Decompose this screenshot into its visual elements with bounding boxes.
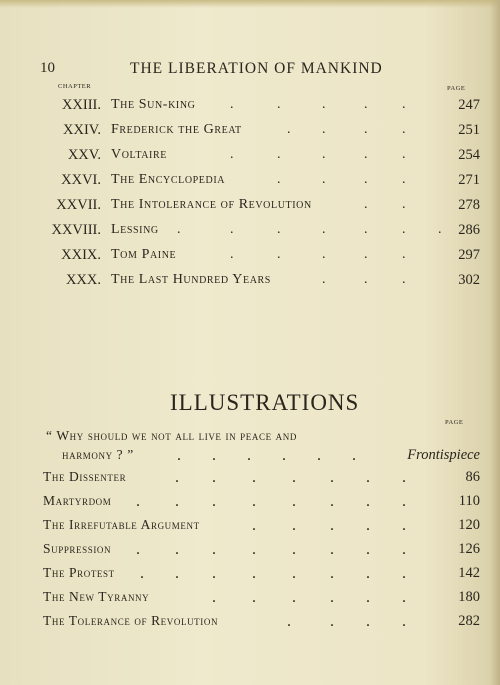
chapter-number: XXVIII. xyxy=(51,222,101,238)
leader-dot: . xyxy=(366,613,370,630)
illustration-page: 110 xyxy=(458,493,480,509)
illustration-page: 142 xyxy=(458,565,480,581)
leader-dot: . xyxy=(230,97,234,112)
leader-dot: . xyxy=(366,565,370,582)
leader-dot: . xyxy=(212,589,216,606)
leader-dot: . xyxy=(212,565,216,582)
contents-row xyxy=(0,122,500,144)
leader-dot: . xyxy=(277,247,281,262)
illustration-row xyxy=(0,613,500,635)
leader-dot: . xyxy=(402,469,406,486)
illustration-row xyxy=(0,469,500,491)
leader-dot: . xyxy=(322,272,326,287)
leader-dot: . xyxy=(402,272,406,287)
contents-row xyxy=(0,222,500,244)
illustration-title: The Irrefutable Argument xyxy=(43,517,200,532)
illustration-title: The Dissenter xyxy=(43,469,127,484)
illustrations-page-label: PAGE xyxy=(445,419,464,426)
leader-dot: . xyxy=(317,447,321,464)
chapter-number: XXIV. xyxy=(63,122,101,138)
leader-dot: . xyxy=(322,247,326,262)
leader-dot: . xyxy=(402,97,406,112)
leader-dot: . xyxy=(330,493,334,510)
leader-dot: . xyxy=(230,147,234,162)
page-top-edge xyxy=(0,0,500,8)
leader-dot: . xyxy=(364,97,368,112)
chapter-title: The Last Hundred Years xyxy=(111,272,271,287)
leader-dot: . xyxy=(292,517,296,534)
leader-dot: . xyxy=(330,565,334,582)
leader-dot: . xyxy=(292,565,296,582)
contents-row xyxy=(0,272,500,294)
leader-dot: . xyxy=(282,447,286,464)
illustration-row xyxy=(0,447,500,469)
contents-row xyxy=(0,172,500,194)
illustration-title: Martyrdom xyxy=(43,493,112,508)
leader-dot: . xyxy=(364,247,368,262)
leader-dot: . xyxy=(322,122,326,137)
leader-dot: . xyxy=(175,565,179,582)
illustration-row xyxy=(0,541,500,563)
leader-dot: . xyxy=(402,122,406,137)
leader-dot: . xyxy=(252,565,256,582)
chapter-number: XXVI. xyxy=(61,172,101,188)
illustration-page: 86 xyxy=(465,469,480,485)
leader-dot: . xyxy=(252,589,256,606)
chapter-page: 247 xyxy=(458,97,480,113)
leader-dot: . xyxy=(175,541,179,558)
chapter-title: The Intolerance of Revolution xyxy=(111,197,312,212)
leader-dot: . xyxy=(366,469,370,486)
leader-dot: . xyxy=(330,589,334,606)
leader-dot: . xyxy=(177,447,181,464)
chapter-number: XXX. xyxy=(65,272,101,288)
chapter-page: 271 xyxy=(458,172,480,188)
leader-dot: . xyxy=(352,447,356,464)
leader-dot: . xyxy=(402,172,406,187)
chapter-title: Frederick the Great xyxy=(111,122,242,137)
leader-dot: . xyxy=(287,122,291,137)
illustrations-heading: ILLUSTRATIONS xyxy=(170,390,360,415)
chapter-title: The Encyclopedia xyxy=(111,172,226,187)
chapter-number: XXV. xyxy=(67,147,101,163)
leader-dot: . xyxy=(212,493,216,510)
leader-dot: . xyxy=(402,493,406,510)
leader-dot: . xyxy=(136,493,140,510)
illustration-title: harmony ? ” xyxy=(62,447,134,462)
leader-dot: . xyxy=(330,541,334,558)
leader-dot: . xyxy=(322,97,326,112)
page-column-label: PAGE xyxy=(447,85,466,92)
leader-dot: . xyxy=(230,247,234,262)
leader-dot: . xyxy=(402,222,406,237)
contents-row xyxy=(0,197,500,219)
leader-dot: . xyxy=(402,197,406,212)
leader-dot: . xyxy=(438,222,442,237)
illustration-page: Frontispiece xyxy=(407,447,480,463)
leader-dot: . xyxy=(402,589,406,606)
illustration-page: 126 xyxy=(458,541,480,557)
leader-dot: . xyxy=(252,469,256,486)
leader-dot: . xyxy=(140,565,144,582)
chapter-page: 254 xyxy=(458,147,480,163)
chapter-page: 302 xyxy=(458,272,480,288)
leader-dot: . xyxy=(364,197,368,212)
leader-dot: . xyxy=(402,565,406,582)
leader-dot: . xyxy=(277,97,281,112)
leader-dot: . xyxy=(322,147,326,162)
chapter-page: 297 xyxy=(458,247,480,263)
chapter-page: 286 xyxy=(458,222,480,238)
leader-dot: . xyxy=(402,517,406,534)
chapter-title: Voltaire xyxy=(111,147,167,162)
leader-dot: . xyxy=(212,469,216,486)
leader-dot: . xyxy=(402,541,406,558)
chapter-title: Lessing xyxy=(111,222,159,237)
leader-dot: . xyxy=(366,541,370,558)
illustration-title: The New Tyranny xyxy=(43,589,150,604)
chapter-title: Tom Paine xyxy=(111,247,177,262)
illustration-page: 282 xyxy=(458,613,480,629)
leader-dot: . xyxy=(252,517,256,534)
chapter-number: XXIX. xyxy=(61,247,101,263)
illustration-title: The Tolerance of Revolution xyxy=(43,613,219,628)
page-number: 10 xyxy=(40,60,55,76)
leader-dot: . xyxy=(292,493,296,510)
chapter-page: 251 xyxy=(458,122,480,138)
illustration-row xyxy=(0,493,500,515)
leader-dot: . xyxy=(175,493,179,510)
leader-dot: . xyxy=(366,517,370,534)
leader-dot: . xyxy=(175,469,179,486)
leader-dot: . xyxy=(287,613,291,630)
chapter-page: 278 xyxy=(458,197,480,213)
leader-dot: . xyxy=(364,147,368,162)
leader-dot: . xyxy=(330,517,334,534)
leader-dot: . xyxy=(402,247,406,262)
leader-dot: . xyxy=(212,541,216,558)
contents-row xyxy=(0,247,500,269)
leader-dot: . xyxy=(277,222,281,237)
leader-dot: . xyxy=(277,172,281,187)
leader-dot: . xyxy=(322,222,326,237)
leader-dot: . xyxy=(177,222,181,237)
illustration-page: 120 xyxy=(458,517,480,533)
leader-dot: . xyxy=(212,447,216,464)
chapter-number: XXIII. xyxy=(61,97,101,113)
leader-dot: . xyxy=(402,147,406,162)
leader-dot: . xyxy=(366,589,370,606)
illustration-first-line: “ Why should we not all live in peace and xyxy=(46,428,297,443)
chapter-column-label: CHAPTER xyxy=(58,83,92,90)
leader-dot: . xyxy=(247,447,251,464)
leader-dot: . xyxy=(322,172,326,187)
leader-dot: . xyxy=(364,122,368,137)
leader-dot: . xyxy=(230,222,234,237)
leader-dot: . xyxy=(364,272,368,287)
leader-dot: . xyxy=(252,493,256,510)
illustration-title: The Protest xyxy=(43,565,115,580)
contents-row xyxy=(0,97,500,119)
chapter-number: XXVII. xyxy=(56,197,101,213)
illustration-row xyxy=(0,565,500,587)
illustration-page: 180 xyxy=(458,589,480,605)
leader-dot: . xyxy=(136,541,140,558)
leader-dot: . xyxy=(292,469,296,486)
illustration-title: Suppression xyxy=(43,541,112,556)
leader-dot: . xyxy=(402,613,406,630)
leader-dot: . xyxy=(366,493,370,510)
leader-dot: . xyxy=(292,541,296,558)
leader-dot: . xyxy=(364,172,368,187)
running-title: THE LIBERATION OF MANKIND xyxy=(130,60,383,77)
contents-row xyxy=(0,147,500,169)
leader-dot: . xyxy=(277,147,281,162)
leader-dot: . xyxy=(330,469,334,486)
leader-dot: . xyxy=(364,222,368,237)
illustration-row xyxy=(0,517,500,539)
leader-dot: . xyxy=(252,541,256,558)
illustration-row xyxy=(0,589,500,611)
leader-dot: . xyxy=(330,613,334,630)
chapter-title: The Sun-king xyxy=(111,97,196,112)
leader-dot: . xyxy=(292,589,296,606)
